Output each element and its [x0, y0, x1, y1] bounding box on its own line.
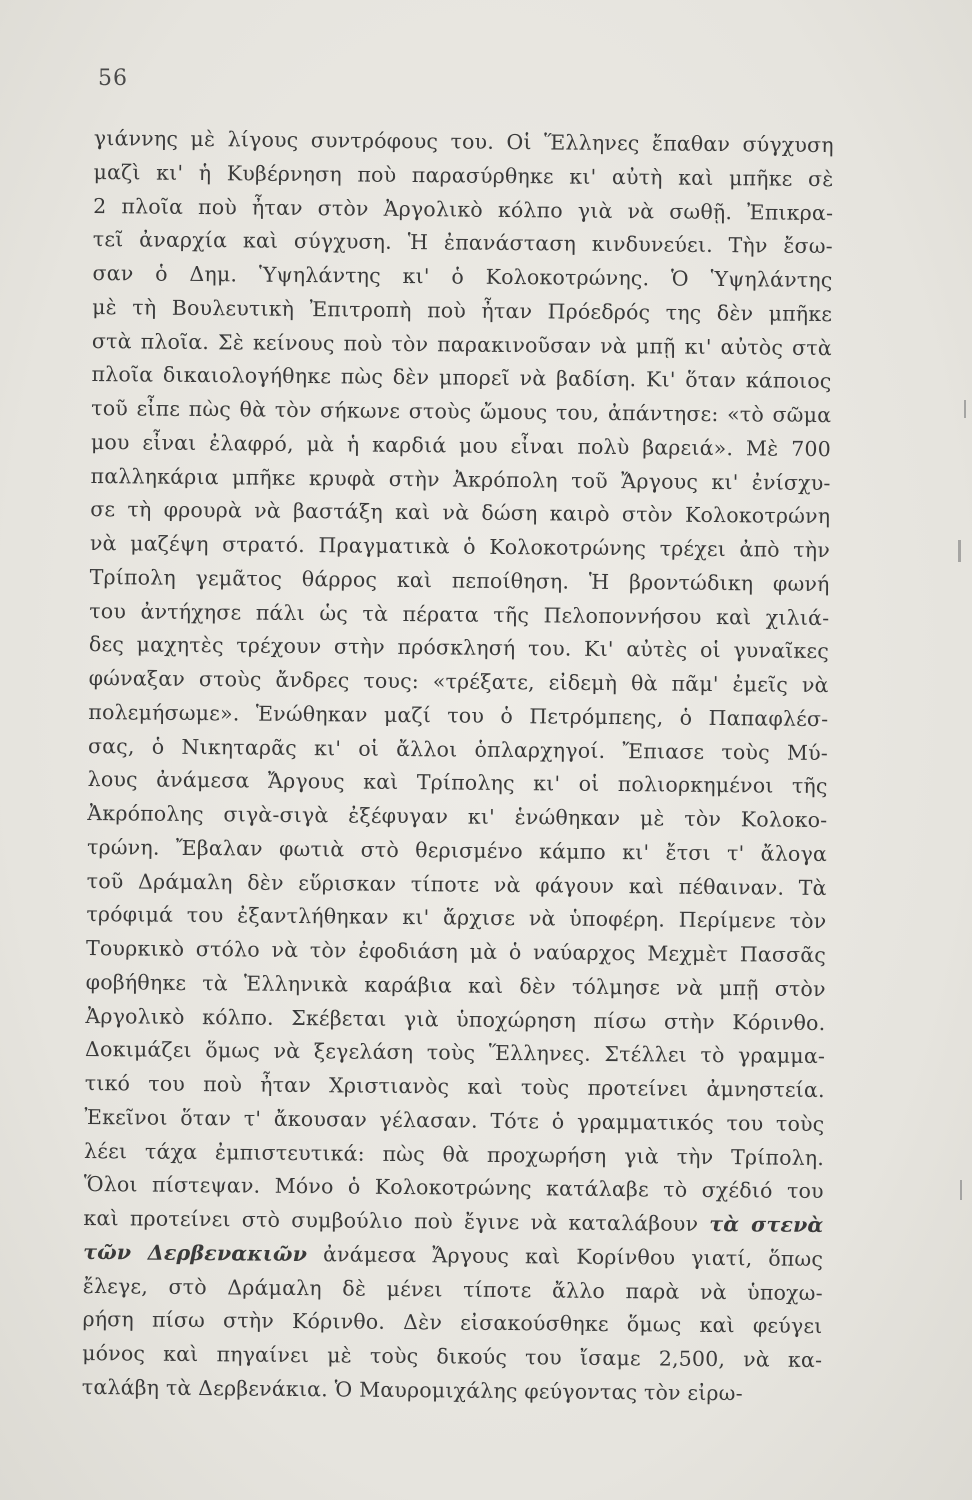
- text-line: φώναξαν στοὺς ἄνδρες τους: «τρέξατε, εἰδεμὴ θὰ πᾶμ' ἐμεῖς νὰ: [88, 665, 829, 698]
- text-line: Τουρκικὸ στόλο νὰ τὸν ἐφοδιάση μὰ ὁ ναύαρχος Μεχμὲτ Πασσᾶς: [85, 935, 827, 968]
- text-line: σε τὴ φρουρὰ νὰ βαστάξη καὶ νὰ δώση καιρὸ στὸν Κολοκοτρώνη: [90, 497, 831, 529]
- text-line: τρόφιμά του ἐξαντλήθηκαν κι' ἄρχισε νὰ ὑποφέρη. Περίμενε τὸν: [86, 902, 827, 934]
- text-line: ταλάβη τὰ Δερβενάκια. Ὁ Μαυρομιχάλης φεύγοντας τὸν εἰρω-: [81, 1374, 743, 1406]
- text-line: ἔλεγε, στὸ Δράμαλη δὲ μένει τίποτε ἄλλο παρὰ νὰ ὑποχω-: [82, 1273, 823, 1305]
- text-line: γιάννης μὲ λίγους συντρόφους του. Οἱ Ἕλληνες ἔπαθαν σύγχυση: [93, 125, 834, 158]
- text-line: Τρίπολη γεμᾶτος θάρρος καὶ πεποίθηση. Ἡ βροντώδικη φωνή: [89, 564, 830, 596]
- text-line: λους ἀνάμεσα Ἄργους καὶ Τρίπολης κι' οἱ πολιορκημένοι τῆς: [87, 767, 828, 799]
- text-line: δες μαχητὲς τρέχουν στὴν πρόσκλησή του. Κι' αὐτὲς οἱ γυναῖκες: [88, 632, 830, 664]
- text-line: λέει τάχα ἐμπιστευτικά: πὼς θὰ προχωρήση γιὰ τὴν Τρίπολη.: [84, 1138, 825, 1170]
- text-line: τοῦ Δράμαλη δὲν εὕρισκαν τίποτε νὰ φάγουν καὶ πέθαιναν. Τὰ: [86, 868, 827, 900]
- emphasis-text: τῶν Δερβενακιῶν: [83, 1239, 308, 1266]
- text-line: Ἀκρόπολης σιγὰ-σιγὰ ἐξέφυγαν κι' ἑνώθηκαν μὲ τὸν Κολοκο-: [87, 800, 828, 833]
- text-line: μου εἶναι ἐλαφρό, μὰ ἡ καρδιά μου εἶναι πολὺ βαρειά». Μὲ 700: [90, 429, 832, 461]
- text-line: φοβήθηκε τὰ Ἑλληνικὰ καράβια καὶ δὲν τόλμησε νὰ μπῇ στὸν: [85, 969, 826, 1001]
- text-line: τρώνη. Ἔβαλαν φωτιὰ στὸ θερισμένο κάμπο κι' ἔτσι τ' ἄλογα: [86, 834, 828, 866]
- body-text: [82, 122, 834, 1412]
- text-line: τεῖ ἀναρχία καὶ σύγχυση. Ἡ ἐπανάσταση κινδυνεύει. Τὴν ἔσω-: [92, 227, 833, 259]
- text-line: μόνος καὶ πηγαίνει μὲ τοὺς δικούς του ἴσαμε 2,500, νὰ κα-: [82, 1340, 823, 1373]
- text-line: μαζὶ κι' ἡ Κυβέρνηση ποὺ παρασύρθηκε κι' αὐτὴ καὶ μπῆκε σὲ: [93, 159, 834, 191]
- text-line: πλοῖα δικαιολογήθηκε πὼς δὲν μπορεῖ νὰ βαδίση. Κι' ὅταν κάποιος: [91, 362, 832, 394]
- text-line: ρήση πίσω στὴν Κόρινθο. Δὲν εἰσακούσθηκε ὅμως καὶ φεύγει: [82, 1307, 823, 1339]
- page-number: 56: [98, 66, 128, 91]
- text-line: νὰ μαζέψη στρατό. Πραγματικὰ ὁ Κολοκοτρώνης τρέχει ἀπὸ τὴν: [89, 530, 831, 563]
- text-line: Ἐκεῖνοι ὅταν τ' ἄκουσαν γέλασαν. Τότε ὁ γραμματικός του τοὺς: [84, 1104, 825, 1136]
- text-line: σαν ὁ Δημ. Ὑψηλάντης κι' ὁ Κολοκοτρώνης. Ὁ Ὑψηλάντης: [92, 260, 833, 293]
- text-line: παλληκάρια μπῆκε κρυφὰ στὴν Ἀκρόπολη τοῦ Ἄργους κι' ἐνίσχυ-: [90, 463, 831, 495]
- text-segment: καὶ προτείνει στὸ συμβούλιο ποὺ ἔγινε νὰ καταλάβουν: [83, 1205, 699, 1236]
- emphasis-text: τὰ στενὰ: [709, 1211, 824, 1238]
- page-edge-mark: [960, 1180, 962, 1200]
- text-line: πολεμήσωμε». Ἑνώθηκαν μαζί του ὁ Πετρόμπεης, ὁ Παπαφλέσ-: [88, 699, 829, 731]
- text-line: τοῦ εἶπε πὼς θὰ τὸν σήκωνε στοὺς ὤμους του, ἀπάντησε: «τὸ σῶμα: [91, 395, 832, 428]
- text-line: Ἀργολικὸ κόλπο. Σκέβεται γιὰ ὑποχώρηση πίσω στὴν Κόρινθο.: [85, 1003, 826, 1035]
- text-line: 2 πλοῖα ποὺ ἦταν στὸν Ἀργολικὸ κόλπο γιὰ νὰ σωθῇ. Ἐπικρα-: [93, 193, 834, 225]
- text-line: σας, ὁ Νικηταρᾶς κι' οἱ ἄλλοι ὁπλαρχηγοί. Ἔπιασε τοὺς Μύ-: [87, 733, 829, 765]
- text-line-emphasis-start: τῶν Δερβενακιῶν ἀνάμεσα Ἄργους καὶ Κορίνθου γιατί, ὅπως: [83, 1239, 824, 1271]
- page-edge-mark: [964, 400, 966, 418]
- text-line: του ἀντήχησε πάλι ὡς τὰ πέρατα τῆς Πελοποννήσου καὶ χιλιά-: [89, 598, 830, 630]
- text-line: Ὅλοι πίστεψαν. Μόνο ὁ Κολοκοτρώνης κατάλαβε τὸ σχέδιό του: [83, 1172, 824, 1204]
- text-line: στὰ πλοῖα. Σὲ κείνους ποὺ τὸν παρακινοῦσαν νὰ μπῇ κι' αὐτὸς στὰ: [91, 328, 832, 360]
- text-line: μὲ τὴ Βουλευτικὴ Ἐπιτροπὴ ποὺ ἦταν Πρόεδρός της δὲν μπῆκε: [92, 294, 833, 326]
- text-line: Δοκιμάζει ὅμως νὰ ξεγελάση τοὺς Ἕλληνες. Στέλλει τὸ γραμμα-: [84, 1037, 826, 1069]
- page-edge-mark: [958, 540, 961, 562]
- text-line: τικό του ποὺ ἦταν Χριστιανὸς καὶ τοὺς προτείνει ἀμνηστεία.: [84, 1070, 825, 1103]
